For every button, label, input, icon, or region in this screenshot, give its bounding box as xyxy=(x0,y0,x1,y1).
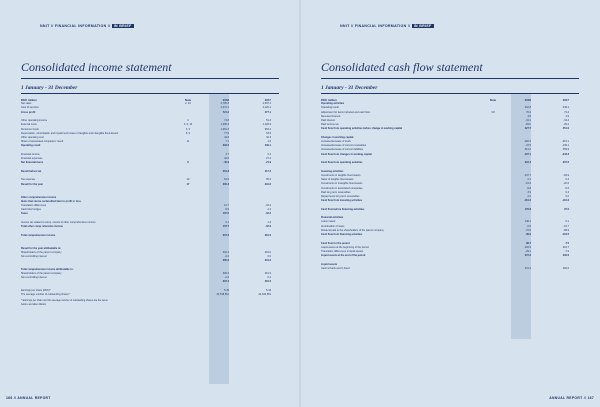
row-label: Dividend paid to the shareholders of the parent company xyxy=(321,228,384,232)
row-label: Other comprehensive income xyxy=(21,195,57,199)
row-value-2018: 272.2 xyxy=(524,266,531,270)
row-label: Result for the year attributable to: xyxy=(21,246,62,250)
page-subtitle: 1 January - 31 December xyxy=(321,85,378,91)
row-label: Translation differences xyxy=(21,203,47,207)
title-rule xyxy=(21,78,279,79)
row-note: 17 xyxy=(186,182,190,186)
column-header-label: DKK million xyxy=(21,98,37,102)
row-value-2018: -5.9 xyxy=(224,208,229,212)
row-value-2018: 7.1 xyxy=(225,140,229,144)
row-value-2018: -37.5 xyxy=(525,144,531,148)
row-value-2018: 107.0 xyxy=(222,212,229,216)
row-label: Depreciation, amortisation and impairment losses of tangible and intangible fixed assets xyxy=(21,131,119,135)
row-label: Total comprehensive income attributable to: xyxy=(21,267,74,271)
row-label: Cash flow from operating activities xyxy=(321,161,363,165)
row-label: Increase/decrease of current receivables xyxy=(321,144,367,148)
row-value-2017: 207.6 xyxy=(562,161,569,165)
column-header-2017: 2017 xyxy=(562,98,569,102)
row-value-2018: 3.7 xyxy=(225,152,229,156)
income-statement-table xyxy=(21,98,279,306)
row-value-2018: -107.1 xyxy=(523,152,531,156)
row-value-2017: -29.2 xyxy=(563,123,569,127)
row-label: Operating result xyxy=(321,106,339,110)
page-subtitle: 1 January - 31 December xyxy=(21,85,78,91)
row-label: Non-controlling interest xyxy=(21,276,47,280)
row-value-2017: -139.1 xyxy=(561,144,569,148)
row-label: Earnings per share (DKK)* xyxy=(21,288,51,292)
row-label: Financial income xyxy=(21,152,40,156)
row-label: Paid income tax xyxy=(321,123,339,127)
row-label: Changes in working capital xyxy=(321,135,354,139)
row-value-2017: -21.9 xyxy=(265,161,271,165)
header-section: FINANCIAL INFORMATION xyxy=(354,24,407,28)
row-note: 12 xyxy=(186,178,190,182)
row-value-2018: -5.8 xyxy=(526,186,531,190)
row-label: Increase/decrease of stock xyxy=(321,140,351,144)
row-value-2018: -34.2 xyxy=(525,118,531,122)
row-value-2018: -29.1 xyxy=(525,249,531,253)
row-value-2018: 176.8 xyxy=(524,207,531,211)
row-value-2018: -72.8 xyxy=(525,228,531,232)
row-value-2017: 1.6 xyxy=(267,140,271,144)
row-value-2018: 302.6 xyxy=(222,144,229,148)
row-value-2017: 0.0 xyxy=(267,254,271,258)
row-value-2017: 1.3 xyxy=(267,220,271,224)
row-value-2018: -147.7 xyxy=(523,173,531,177)
row-value-2017: 261.5 xyxy=(264,233,271,237)
row-value-2018: 12.7 xyxy=(224,203,229,207)
row-label: Shareholders of the parent company xyxy=(21,250,62,254)
row-value-2018: 107.7 xyxy=(222,225,229,229)
row-value-2017: 218.7 xyxy=(562,245,569,249)
page-title: Consolidated income statement xyxy=(21,60,172,74)
row-label: Increase/decrease of current liabilities xyxy=(321,148,363,152)
row-label: Net sales xyxy=(21,102,32,106)
column-header-label: DKK million xyxy=(321,98,337,102)
table-row xyxy=(21,293,279,297)
row-label: Personnel costs xyxy=(21,127,39,131)
row-value-2017: 4.9 xyxy=(565,114,569,118)
row-value-2018: 1,061.3 xyxy=(220,127,229,131)
row-label: Cost of services xyxy=(21,106,39,110)
row-label: Investments in intangible fixed assets xyxy=(321,182,363,186)
row-label: Income tax related to comp. onents of other comprehensive income xyxy=(21,220,96,224)
row-label: Cash at bank and in hand xyxy=(321,266,350,270)
row-value-2017: 449.1 xyxy=(562,106,569,110)
row-value-2017: 5.34 xyxy=(266,288,271,292)
row-label: Result for the year xyxy=(21,182,43,186)
row-note: 11 xyxy=(186,140,190,144)
column-header-2017: 2017 xyxy=(264,98,271,102)
row-label: Items that can be reclassified later to profit or loss xyxy=(21,199,81,203)
row-value-2018: -2.4 xyxy=(224,276,229,280)
row-value-2018: 61.6 xyxy=(224,178,229,182)
row-label: Taxes xyxy=(21,212,28,216)
row-value-2017: -32.0 xyxy=(265,212,271,216)
row-value-2018: 305.3 xyxy=(222,271,229,275)
row-value-2017: 65.2 xyxy=(266,178,271,182)
row-value-2017: 24,543,851 xyxy=(258,293,271,297)
row-label: Investing activities xyxy=(321,169,344,173)
row-label: Cash flow for the period xyxy=(321,241,350,245)
row-value-2018: 2.2 xyxy=(527,194,531,198)
running-header xyxy=(40,24,134,28)
row-value-2017: -110.6 xyxy=(562,199,569,203)
row-value-2018: 76.4 xyxy=(526,110,531,114)
row-label: Liquid assets at the end of the period xyxy=(321,254,366,258)
row-value-2018: -2.2 xyxy=(224,254,229,258)
row-value-2017: 261.9 xyxy=(264,271,271,275)
row-label: Amortisation of loans xyxy=(321,224,345,228)
row-label: Received interest xyxy=(321,114,341,118)
row-value-2018: 200.3 xyxy=(222,182,229,186)
row-label: Liquid assets xyxy=(321,262,337,266)
cash-flow-page xyxy=(300,0,600,407)
row-value-2017: 202.6 xyxy=(562,254,569,258)
header-separator: // xyxy=(350,24,354,28)
row-value-2017: -7.5 xyxy=(564,241,569,245)
row-label: Gross profit xyxy=(21,110,36,114)
row-label: Other operating cost xyxy=(21,135,44,139)
row-label: Paid long term receivables xyxy=(321,190,351,194)
row-label: Translation differences in liquid assets xyxy=(321,249,364,253)
subtitle-rule xyxy=(21,93,279,94)
row-value-2017: -20.6 xyxy=(563,182,569,186)
row-label: Liquid assets at the beginning of the period xyxy=(321,245,369,249)
row-value-2017: 477.1 xyxy=(264,110,271,114)
row-value-2017: 0.4 xyxy=(267,276,271,280)
row-value-2018: 74.8 xyxy=(224,119,229,123)
column-header-note: Note xyxy=(489,98,497,102)
row-value-2018: 0.1 xyxy=(225,220,229,224)
page-folio: ANNUAL REPORT // 167 xyxy=(549,396,594,400)
row-label: Tax expense xyxy=(21,178,36,182)
row-label: Paid interest xyxy=(321,118,335,122)
row-label: Net financial items xyxy=(21,161,44,165)
row-value-2017: 63.5 xyxy=(266,131,271,135)
column-header-2018: 2018 xyxy=(222,98,229,102)
row-value-2017: 953.2 xyxy=(264,127,271,131)
row-label: Non-controlling interest xyxy=(21,254,47,258)
row-value-2017: -84.9 xyxy=(563,173,569,177)
row-value-2018: 2,795.3 xyxy=(220,102,229,106)
row-value-2017: 6.1 xyxy=(267,152,271,156)
header-separator: // xyxy=(50,24,54,28)
row-value-2017: 1,128.9 xyxy=(262,123,271,127)
row-label: Cash flow hedges xyxy=(21,208,41,212)
row-value-2018: 77.9 xyxy=(224,131,229,135)
footnote: * Earnings per share and the average number of outstanding shares are the same before and after dilution xyxy=(21,299,108,306)
row-value-2017: 32.3 xyxy=(266,135,271,139)
row-value-2018: 1,395.3 xyxy=(220,123,229,127)
page-title: Consolidated cash flow statement xyxy=(321,60,483,74)
row-value-2018: 98.7 xyxy=(526,241,531,245)
row-value-2018: 721.2 xyxy=(222,110,229,114)
header-tag: IN BRIEF xyxy=(413,24,432,28)
header-section: FINANCIAL INFORMATION xyxy=(54,24,107,28)
row-label: External costs xyxy=(21,123,37,127)
row-label: Investments in tangible fixed assets xyxy=(321,173,361,177)
row-value-2018: -39.0 xyxy=(525,233,531,237)
header-tag: IN BRIEF xyxy=(113,24,132,28)
row-note: 3, 5 xyxy=(185,127,191,131)
row-value-2017: 0.0 xyxy=(565,194,569,198)
row-label: Adjustment for items included and cash flow xyxy=(321,110,370,114)
row-value-2018: 261.8 xyxy=(222,169,229,173)
row-value-2018: 202.6 xyxy=(524,245,531,249)
row-value-2017: 291.0 xyxy=(264,182,271,186)
row-label: Cash flow from financing activities xyxy=(321,233,363,237)
row-value-2018: -40.9 xyxy=(223,161,229,165)
row-value-2017: -6.6 xyxy=(564,186,569,190)
row-value-2017: 451.0 xyxy=(562,127,569,131)
row-value-2017: -243.3 xyxy=(561,152,569,156)
row-label: Cash flow before financing activities xyxy=(321,207,365,211)
running-header xyxy=(340,24,434,28)
row-value-2018: 44.6 xyxy=(224,157,229,161)
row-note: 4 xyxy=(187,119,189,123)
row-value-2017: -34.3 xyxy=(563,118,569,122)
table-row xyxy=(321,267,579,271)
row-value-2017: -16.7 xyxy=(563,224,569,228)
row-value-2018: 322.4 xyxy=(524,161,531,165)
row-note: 3, 6, 10 xyxy=(183,123,193,127)
cash-flow-table xyxy=(321,98,579,271)
column-header-2018: 2018 xyxy=(524,98,531,102)
row-value-2018: 200.3 xyxy=(222,259,229,263)
row-value-2018: 2.1 xyxy=(527,178,531,182)
row-label: Total other comp rehensive income xyxy=(21,225,63,229)
row-value-2018: 202.4 xyxy=(222,250,229,254)
row-value-2017: 202.6 xyxy=(562,266,569,270)
row-value-2018: 24,518,561 xyxy=(216,293,229,297)
row-label: Repayments long term receivables xyxy=(321,194,360,198)
row-value-2017: -32.0 xyxy=(265,225,271,229)
row-value-2018: 314.4 xyxy=(524,148,531,152)
row-value-2018: 427.7 xyxy=(524,127,531,131)
row-label: Other operating income xyxy=(21,119,48,123)
row-value-2018: 146.1 xyxy=(524,220,531,224)
row-value-2017: 261.5 xyxy=(264,280,271,284)
row-value-2018: -16.3 xyxy=(525,182,531,186)
row-value-2017: 2.2 xyxy=(267,208,271,212)
row-label: Financial activities xyxy=(321,216,344,220)
row-value-2017: -315.1 xyxy=(561,140,569,144)
row-value-2018: 3.8 xyxy=(527,114,531,118)
page-folio: 166 // ANNUAL REPORT xyxy=(6,396,51,400)
row-label: Cash flow from operating activities before change in working capital xyxy=(321,127,403,131)
row-value-2017: 2,597.2 xyxy=(262,102,271,106)
row-label: Sales of tangible fixed assets xyxy=(321,178,354,182)
row-label: The average number of outstanding shares * xyxy=(21,293,71,297)
row-value-2018: 2,074.1 xyxy=(220,106,229,110)
row-value-2017: 291.0 xyxy=(264,250,271,254)
row-value-2017: 449.1 xyxy=(264,144,271,148)
subtitle-rule xyxy=(321,93,579,94)
row-note: 2, 10 xyxy=(185,102,191,106)
row-value-2017: 0.3 xyxy=(565,178,569,182)
row-value-2017: 2,120.1 xyxy=(262,106,271,110)
row-label: Investments in associated companies xyxy=(321,186,363,190)
row-label: Cash flow from investing activities xyxy=(321,199,363,203)
row-value-2018: 307.4 xyxy=(222,280,229,284)
row-value-2018: -161.2 xyxy=(523,199,531,203)
row-value-2017: 417.2 xyxy=(264,169,271,173)
row-value-2018: -292.3 xyxy=(523,140,531,144)
row-label: Loans raised xyxy=(321,220,336,224)
row-note: 8, 9 xyxy=(185,131,191,135)
row-value-2017: -104.5 xyxy=(561,233,569,237)
row-value-2017: -7.9 xyxy=(564,249,569,253)
row-value-2017: 359.9 xyxy=(562,148,569,152)
row-label: Share of associated companies' result xyxy=(21,140,64,144)
row-value-2017: 74.4 xyxy=(564,110,569,114)
row-value-2017: 97.0 xyxy=(564,207,569,211)
row-value-2018: 402.8 xyxy=(524,106,531,110)
header-brand: NNIT xyxy=(340,24,350,28)
row-value-2018: -6.6 xyxy=(526,224,531,228)
row-value-2017: 27.2 xyxy=(266,157,271,161)
header-separator: // xyxy=(107,24,111,28)
row-label: Cash flow from changes in working capital xyxy=(321,152,372,156)
row-value-2018: 44.8 xyxy=(224,135,229,139)
row-value-2017: 0.1 xyxy=(565,220,569,224)
row-label: Operating activities xyxy=(321,102,345,106)
header-separator: // xyxy=(407,24,411,28)
row-value-2018: 307.4 xyxy=(222,233,229,237)
row-label: Operating result xyxy=(21,144,41,148)
header-brand: NNIT xyxy=(40,24,50,28)
row-value-2017: 291.0 xyxy=(264,259,271,263)
row-value-2017: -89.9 xyxy=(563,228,569,232)
row-value-2018: 272.2 xyxy=(524,254,531,258)
row-value-2018: 3.9 xyxy=(527,190,531,194)
row-value-2018: 5.45 xyxy=(224,288,229,292)
row-note: 3.8 xyxy=(491,110,495,114)
row-value-2017: -34.2 xyxy=(265,203,271,207)
title-rule xyxy=(321,78,579,79)
column-header-note: Note xyxy=(184,98,192,102)
row-note: 9 xyxy=(187,161,189,165)
row-label: Total comprehensive income xyxy=(21,233,56,237)
row-label: Shareholders of the parent company xyxy=(21,271,62,275)
row-label: Result before tax xyxy=(21,169,42,173)
row-value-2017: 0.4 xyxy=(565,190,569,194)
row-label: Financial expenses xyxy=(21,157,43,161)
row-value-2018: -84.0 xyxy=(525,123,531,127)
row-value-2017: 51.3 xyxy=(266,119,271,123)
